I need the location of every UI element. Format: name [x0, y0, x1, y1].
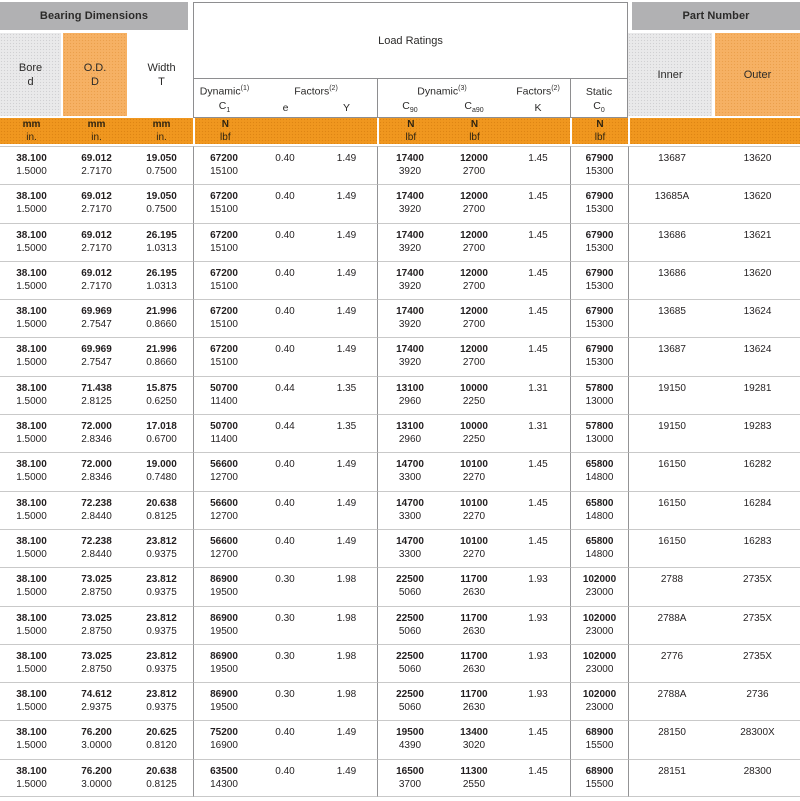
cell-c0: 57800 13000 — [570, 376, 628, 414]
cell-e: 0.30 — [254, 644, 316, 682]
cell-c0: 102000 23000 — [570, 606, 628, 644]
cell-outer-part: 19283 — [715, 414, 800, 452]
cell-k: 1.45 — [506, 529, 570, 567]
cell-e: 0.40 — [254, 299, 316, 337]
cell-bore: 38.100 1.5000 — [0, 682, 63, 720]
symbol-c0: $C_0$ — [593, 99, 605, 114]
cell-c1: 67200 15100 — [193, 184, 254, 222]
cell-y: 1.35 — [316, 414, 377, 452]
cell-y: 1.49 — [316, 491, 377, 529]
cell-od: 76.200 3.0000 — [63, 720, 130, 758]
cell-y: 1.98 — [316, 606, 377, 644]
cell-c0: 67900 15300 — [570, 184, 628, 222]
cell-inner-part: 13686 — [628, 261, 715, 299]
cell-outer-part: 16284 — [715, 491, 800, 529]
cell-bore: 38.100 1.5000 — [0, 491, 63, 529]
cell-c90: 13100 2960 — [377, 414, 442, 452]
cell-inner-part: 19150 — [628, 376, 715, 414]
cell-outer-part: 2735X — [715, 567, 800, 605]
units-dimensions: mm in. mm in. mm in. — [0, 118, 193, 146]
cell-od: 73.025 2.8750 — [63, 644, 130, 682]
cell-ca90: 10100 2270 — [442, 452, 506, 490]
cell-c90: 17400 3920 — [377, 223, 442, 261]
subheader-static — [570, 78, 628, 118]
cell-e: 0.40 — [254, 529, 316, 567]
cell-bore: 38.100 1.5000 — [0, 184, 63, 222]
cell-y: 1.35 — [316, 376, 377, 414]
cell-bore: 38.100 1.5000 — [0, 376, 63, 414]
cell-inner-part: 2776 — [628, 644, 715, 682]
cell-c90: 16500 3700 — [377, 759, 442, 797]
cell-y: 1.49 — [316, 720, 377, 758]
cell-e: 0.40 — [254, 146, 316, 184]
units-part-number — [628, 118, 800, 146]
cell-bore: 38.100 1.5000 — [0, 759, 63, 797]
cell-c1: 50700 11400 — [193, 376, 254, 414]
cell-k: 1.93 — [506, 682, 570, 720]
cell-od: 73.025 2.8750 — [63, 567, 130, 605]
cell-y: 1.98 — [316, 682, 377, 720]
cell-c0: 68900 15500 — [570, 759, 628, 797]
cell-e: 0.40 — [254, 759, 316, 797]
cell-inner-part: 19150 — [628, 414, 715, 452]
group-factors-ey: Factors$^{(2)}$ — [294, 85, 338, 98]
cell-c0: 102000 23000 — [570, 644, 628, 682]
cell-width: 21.996 0.8660 — [130, 299, 193, 337]
cell-k: 1.45 — [506, 337, 570, 375]
cell-y: 1.49 — [316, 759, 377, 797]
cell-bore: 38.100 1.5000 — [0, 299, 63, 337]
cell-c1: 67200 15100 — [193, 146, 254, 184]
cell-c1: 86900 19500 — [193, 606, 254, 644]
cell-outer-part: 2735X — [715, 644, 800, 682]
cell-width: 23.812 0.9375 — [130, 567, 193, 605]
symbol-k: K — [534, 102, 542, 114]
cell-width: 15.875 0.6250 — [130, 376, 193, 414]
cell-k: 1.45 — [506, 720, 570, 758]
cell-y: 1.49 — [316, 223, 377, 261]
cell-c1: 67200 15100 — [193, 261, 254, 299]
group-dynamic1: Dynamic$^{(1)}$ — [199, 85, 250, 98]
cell-k: 1.45 — [506, 261, 570, 299]
cell-ca90: 12000 2700 — [442, 146, 506, 184]
cell-e: 0.40 — [254, 452, 316, 490]
cell-c90: 17400 3920 — [377, 299, 442, 337]
cell-ca90: 12000 2700 — [442, 184, 506, 222]
cell-e: 0.30 — [254, 567, 316, 605]
cell-inner-part: 2788A — [628, 682, 715, 720]
cell-ca90: 10000 2250 — [442, 376, 506, 414]
cell-c1: 63500 14300 — [193, 759, 254, 797]
cell-k: 1.45 — [506, 452, 570, 490]
cell-c1: 75200 16900 — [193, 720, 254, 758]
cell-y: 1.49 — [316, 146, 377, 184]
load-ratings-header: Load Ratings — [193, 2, 628, 78]
cell-inner-part: 13687 — [628, 146, 715, 184]
cell-c90: 14700 3300 — [377, 452, 442, 490]
cell-c1: 67200 15100 — [193, 299, 254, 337]
cell-k: 1.93 — [506, 606, 570, 644]
cell-inner-part: 16150 — [628, 452, 715, 490]
units-c90-ca90: N lbf N lbf — [377, 118, 570, 146]
column-head-outer: Outer — [715, 33, 800, 118]
part-number-header — [628, 2, 800, 33]
cell-c0: 67900 15300 — [570, 223, 628, 261]
bearing-catalog-table — [0, 2, 800, 797]
cell-c1: 50700 11400 — [193, 414, 254, 452]
cell-e: 0.30 — [254, 606, 316, 644]
part-number-label: Part Number — [632, 2, 800, 30]
cell-inner-part: 28150 — [628, 720, 715, 758]
cell-width: 23.812 0.9375 — [130, 644, 193, 682]
cell-c90: 14700 3300 — [377, 491, 442, 529]
cell-ca90: 11700 2630 — [442, 682, 506, 720]
cell-outer-part: 13620 — [715, 261, 800, 299]
cell-ca90: 11700 2630 — [442, 567, 506, 605]
symbol-e: e — [282, 102, 289, 114]
cell-inner-part: 28151 — [628, 759, 715, 797]
cell-k: 1.45 — [506, 299, 570, 337]
cell-c90: 19500 4390 — [377, 720, 442, 758]
cell-k: 1.45 — [506, 223, 570, 261]
cell-od: 72.238 2.8440 — [63, 491, 130, 529]
column-head-bore: Bore d — [0, 33, 63, 118]
subheader-dynamic3-factors — [377, 78, 570, 118]
cell-c90: 22500 5060 — [377, 567, 442, 605]
cell-c90: 17400 3920 — [377, 261, 442, 299]
cell-outer-part: 16283 — [715, 529, 800, 567]
cell-width: 23.812 0.9375 — [130, 606, 193, 644]
cell-c90: 17400 3920 — [377, 337, 442, 375]
cell-ca90: 12000 2700 — [442, 337, 506, 375]
cell-inner-part: 13685 — [628, 299, 715, 337]
cell-e: 0.44 — [254, 376, 316, 414]
cell-k: 1.45 — [506, 491, 570, 529]
cell-bore: 38.100 1.5000 — [0, 529, 63, 567]
cell-c0: 102000 23000 — [570, 682, 628, 720]
cell-c0: 68900 15500 — [570, 720, 628, 758]
cell-width: 19.050 0.7500 — [130, 184, 193, 222]
cell-width: 20.638 0.8125 — [130, 491, 193, 529]
cell-c0: 102000 23000 — [570, 567, 628, 605]
cell-e: 0.40 — [254, 184, 316, 222]
cell-e: 0.40 — [254, 223, 316, 261]
cell-outer-part: 13624 — [715, 337, 800, 375]
cell-e: 0.40 — [254, 491, 316, 529]
cell-od: 69.969 2.7547 — [63, 299, 130, 337]
cell-c0: 67900 15300 — [570, 337, 628, 375]
cell-width: 26.195 1.0313 — [130, 261, 193, 299]
cell-e: 0.44 — [254, 414, 316, 452]
cell-c90: 17400 3920 — [377, 184, 442, 222]
cell-c90: 13100 2960 — [377, 376, 442, 414]
cell-width: 20.625 0.8120 — [130, 720, 193, 758]
cell-bore: 38.100 1.5000 — [0, 567, 63, 605]
cell-c90: 17400 3920 — [377, 146, 442, 184]
cell-y: 1.49 — [316, 184, 377, 222]
cell-c1: 56600 12700 — [193, 452, 254, 490]
cell-y: 1.49 — [316, 529, 377, 567]
cell-od: 76.200 3.0000 — [63, 759, 130, 797]
cell-c1: 67200 15100 — [193, 223, 254, 261]
cell-od: 69.012 2.7170 — [63, 146, 130, 184]
cell-ca90: 12000 2700 — [442, 299, 506, 337]
cell-outer-part: 28300 — [715, 759, 800, 797]
cell-e: 0.40 — [254, 261, 316, 299]
cell-width: 20.638 0.8125 — [130, 759, 193, 797]
cell-od: 72.238 2.8440 — [63, 529, 130, 567]
cell-k: 1.93 — [506, 644, 570, 682]
cell-outer-part: 19281 — [715, 376, 800, 414]
cell-inner-part: 13687 — [628, 337, 715, 375]
cell-width: 23.812 0.9375 — [130, 682, 193, 720]
cell-od: 72.000 2.8346 — [63, 414, 130, 452]
cell-y: 1.49 — [316, 299, 377, 337]
cell-outer-part: 2735X — [715, 606, 800, 644]
cell-e: 0.40 — [254, 337, 316, 375]
cell-bore: 38.100 1.5000 — [0, 261, 63, 299]
cell-od: 74.612 2.9375 — [63, 682, 130, 720]
cell-c1: 67200 15100 — [193, 337, 254, 375]
cell-y: 1.49 — [316, 261, 377, 299]
cell-bore: 38.100 1.5000 — [0, 223, 63, 261]
cell-width: 21.996 0.8660 — [130, 337, 193, 375]
cell-width: 23.812 0.9375 — [130, 529, 193, 567]
cell-od: 69.012 2.7170 — [63, 184, 130, 222]
cell-inner-part: 2788 — [628, 567, 715, 605]
cell-k: 1.45 — [506, 759, 570, 797]
cell-width: 26.195 1.0313 — [130, 223, 193, 261]
cell-od: 69.012 2.7170 — [63, 223, 130, 261]
column-head-width: Width T — [130, 33, 193, 118]
cell-bore: 38.100 1.5000 — [0, 146, 63, 184]
cell-inner-part: 2788A — [628, 606, 715, 644]
cell-od: 69.012 2.7170 — [63, 261, 130, 299]
cell-k: 1.45 — [506, 146, 570, 184]
subheader-dynamic1-factors — [193, 78, 377, 118]
cell-ca90: 10100 2270 — [442, 529, 506, 567]
cell-ca90: 13400 3020 — [442, 720, 506, 758]
cell-e: 0.40 — [254, 720, 316, 758]
cell-c0: 65800 14800 — [570, 491, 628, 529]
cell-c0: 67900 15300 — [570, 146, 628, 184]
cell-inner-part: 13686 — [628, 223, 715, 261]
units-c1: N lbf — [193, 118, 377, 146]
group-factors-k: Factors$^{(2)}$ — [516, 85, 560, 98]
cell-c90: 22500 5060 — [377, 606, 442, 644]
cell-c1: 56600 12700 — [193, 491, 254, 529]
cell-c90: 22500 5060 — [377, 682, 442, 720]
cell-od: 72.000 2.8346 — [63, 452, 130, 490]
symbol-y: Y — [342, 102, 350, 114]
cell-bore: 38.100 1.5000 — [0, 337, 63, 375]
cell-outer-part: 28300X — [715, 720, 800, 758]
cell-bore: 38.100 1.5000 — [0, 414, 63, 452]
cell-c1: 86900 19500 — [193, 644, 254, 682]
cell-k: 1.31 — [506, 414, 570, 452]
group-static: Static — [585, 85, 613, 98]
symbol-c1: $C_1$ — [218, 99, 231, 114]
cell-ca90: 10000 2250 — [442, 414, 506, 452]
cell-bore: 38.100 1.5000 — [0, 606, 63, 644]
cell-ca90: 11300 2550 — [442, 759, 506, 797]
cell-outer-part: 16282 — [715, 452, 800, 490]
cell-k: 1.31 — [506, 376, 570, 414]
cell-c1: 56600 12700 — [193, 529, 254, 567]
cell-inner-part: 16150 — [628, 529, 715, 567]
cell-y: 1.98 — [316, 644, 377, 682]
cell-bore: 38.100 1.5000 — [0, 452, 63, 490]
cell-inner-part: 16150 — [628, 491, 715, 529]
group-dynamic3: Dynamic$^{(3)}$ — [417, 85, 467, 98]
cell-c0: 65800 14800 — [570, 529, 628, 567]
symbol-ca90: $C_{a90}$ — [464, 99, 484, 114]
cell-outer-part: 13624 — [715, 299, 800, 337]
cell-y: 1.98 — [316, 567, 377, 605]
cell-od: 71.438 2.8125 — [63, 376, 130, 414]
cell-width: 19.050 0.7500 — [130, 146, 193, 184]
cell-ca90: 12000 2700 — [442, 261, 506, 299]
cell-c0: 65800 14800 — [570, 452, 628, 490]
cell-width: 17.018 0.6700 — [130, 414, 193, 452]
cell-k: 1.93 — [506, 567, 570, 605]
cell-bore: 38.100 1.5000 — [0, 720, 63, 758]
cell-od: 73.025 2.8750 — [63, 606, 130, 644]
cell-ca90: 11700 2630 — [442, 644, 506, 682]
cell-k: 1.45 — [506, 184, 570, 222]
cell-ca90: 12000 2700 — [442, 223, 506, 261]
cell-c1: 86900 19500 — [193, 682, 254, 720]
cell-y: 1.49 — [316, 337, 377, 375]
cell-width: 19.000 0.7480 — [130, 452, 193, 490]
cell-c0: 67900 15300 — [570, 299, 628, 337]
cell-c90: 14700 3300 — [377, 529, 442, 567]
cell-od: 69.969 2.7547 — [63, 337, 130, 375]
units-c0: N lbf — [570, 118, 628, 146]
cell-inner-part: 13685A — [628, 184, 715, 222]
cell-c90: 22500 5060 — [377, 644, 442, 682]
column-head-inner: Inner — [628, 33, 715, 118]
bearing-dimensions-label: Bearing Dimensions — [0, 2, 188, 30]
cell-y: 1.49 — [316, 452, 377, 490]
cell-outer-part: 13621 — [715, 223, 800, 261]
column-head-od: O.D. D — [63, 33, 130, 118]
cell-outer-part: 13620 — [715, 146, 800, 184]
cell-c1: 86900 19500 — [193, 567, 254, 605]
bearing-dimensions-header — [0, 2, 193, 33]
cell-bore: 38.100 1.5000 — [0, 644, 63, 682]
cell-ca90: 10100 2270 — [442, 491, 506, 529]
cell-ca90: 11700 2630 — [442, 606, 506, 644]
cell-outer-part: 13620 — [715, 184, 800, 222]
cell-c0: 67900 15300 — [570, 261, 628, 299]
symbol-c90: $C_{90}$ — [402, 99, 418, 114]
cell-outer-part: 2736 — [715, 682, 800, 720]
cell-c0: 57800 13000 — [570, 414, 628, 452]
cell-e: 0.30 — [254, 682, 316, 720]
